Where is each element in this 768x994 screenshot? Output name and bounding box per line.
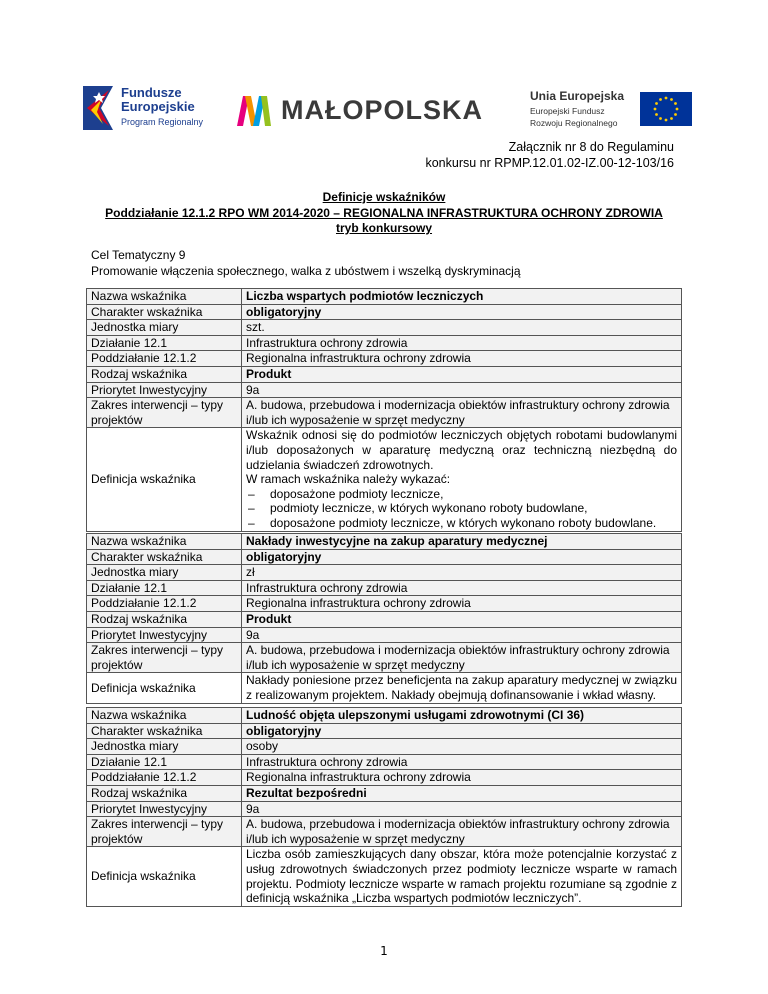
label-name: Nazwa wskaźnika (87, 534, 242, 550)
table-row (87, 723, 682, 739)
title-line3: tryb konkursowy (335, 221, 433, 235)
label-definition: Definicja wskaźnika (87, 428, 242, 531)
table-row (87, 351, 682, 367)
indicator-table-1 (86, 288, 682, 532)
label-priority: Priorytet Inwestycyjny (87, 801, 242, 817)
table-row (87, 534, 682, 550)
table-row (87, 320, 682, 336)
definition-text-2: Podmioty lecznicze wsparte w ramach projektu rozumiane są zgodnie z definicją wskaźnika „Liczba wspartych podmiotów leczniczych”. (246, 876, 677, 906)
indicator-table-3 (86, 707, 682, 907)
indicator-action: Infrastruktura ochrony zdrowia (242, 580, 682, 596)
table-row (87, 382, 682, 398)
indicator-name: Nakłady inwestycyjne na zakup aparatury medycznej (242, 534, 682, 550)
table-row (87, 428, 682, 531)
indicator-definition: Nakłady poniesione przez beneficjenta na zakup aparatury medycznej w związku z realizowanym projektem. Nakłady obejmują dofinansowanie i wkład własny. (242, 673, 682, 703)
thematic-goal (91, 247, 521, 279)
label-priority: Priorytet Inwestycyjny (87, 627, 242, 643)
indicator-priority: 9a (242, 627, 682, 643)
label-subaction: Poddziałanie 12.1.2 (87, 770, 242, 786)
table-row (87, 580, 682, 596)
goal-line2: Promowanie włączenia społecznego, walka z ubóstwem i wszelką dyskryminacją (91, 264, 521, 278)
label-name: Nazwa wskaźnika (87, 289, 242, 305)
table-row (87, 785, 682, 801)
label-character: Charakter wskaźnika (87, 723, 242, 739)
indicator-unit: szt. (242, 320, 682, 336)
indicator-character: obligatoryjny (242, 549, 682, 565)
label-unit: Jednostka miary (87, 565, 242, 581)
definition-bullet: – doposażone podmioty lecznicze, w których wykonano roboty budowlane. (246, 516, 677, 531)
ue-logo-line3: Rozwoju Regionalnego (530, 118, 618, 128)
table-row (87, 770, 682, 786)
fundusze-europejskie-logo (83, 84, 233, 132)
document-title (0, 190, 768, 237)
indicator-subaction: Regionalna infrastruktura ochrony zdrowia (242, 351, 682, 367)
indicator-unit: zł (242, 565, 682, 581)
table-row (87, 549, 682, 565)
fe-logo-line2: Europejskie (121, 99, 195, 114)
label-action: Działanie 12.1 (87, 754, 242, 770)
indicator-priority: 9a (242, 801, 682, 817)
table-row (87, 801, 682, 817)
fe-logo-line1: Fundusze (121, 85, 182, 100)
indicator-subaction: Regionalna infrastruktura ochrony zdrowia (242, 596, 682, 612)
table-row (87, 673, 682, 703)
indicator-action: Infrastruktura ochrony zdrowia (242, 754, 682, 770)
indicator-table-2 (86, 533, 682, 704)
annex-line2: konkursu nr RPMP.12.01.02-IZ.00-12-103/16 (425, 156, 674, 170)
indicator-character: obligatoryjny (242, 723, 682, 739)
label-definition: Definicja wskaźnika (87, 673, 242, 703)
page-number: 1 (380, 944, 388, 958)
annex-line1: Załącznik nr 8 do Regulaminu (508, 140, 674, 154)
table-row (87, 596, 682, 612)
label-character: Charakter wskaźnika (87, 549, 242, 565)
indicator-character: obligatoryjny (242, 304, 682, 320)
table-row (87, 754, 682, 770)
goal-line1: Cel Tematyczny 9 (91, 248, 186, 262)
table-row (87, 366, 682, 382)
indicator-scope: A. budowa, przebudowa i modernizacja obiektów infrastruktury ochrony zdrowia i/lub ich wyposażenie w sprzęt medyczny (242, 398, 682, 428)
label-scope: Zakres interwencji – typy projektów (87, 643, 242, 673)
fundusze-europejskie-flag-icon (83, 86, 115, 130)
definition-bullet: – podmioty lecznicze, w których wykonano roboty budowlane, (246, 501, 677, 516)
table-row (87, 847, 682, 906)
label-subaction: Poddziałanie 12.1.2 (87, 351, 242, 367)
indicator-unit: osoby (242, 739, 682, 755)
eu-flag-icon (640, 92, 692, 126)
ue-logo-line2: Europejski Fundusz (530, 106, 605, 116)
definition-bullet: – doposażone podmioty lecznicze, (246, 487, 677, 502)
indicator-scope: A. budowa, przebudowa i modernizacja obiektów infrastruktury ochrony zdrowia i/lub ich wyposażenie w sprzęt medyczny (242, 817, 682, 847)
table-row (87, 611, 682, 627)
table-row (87, 739, 682, 755)
label-type: Rodzaj wskaźnika (87, 611, 242, 627)
label-type: Rodzaj wskaźnika (87, 785, 242, 801)
label-definition: Definicja wskaźnika (87, 847, 242, 906)
table-row (87, 627, 682, 643)
label-unit: Jednostka miary (87, 320, 242, 336)
table-row (87, 304, 682, 320)
label-action: Działanie 12.1 (87, 335, 242, 351)
label-scope: Zakres interwencji – typy projektów (87, 398, 242, 428)
indicator-name: Ludność objęta ulepszonymi usługami zdrowotnymi (CI 36) (242, 708, 682, 724)
indicator-subaction: Regionalna infrastruktura ochrony zdrowia (242, 770, 682, 786)
indicator-action: Infrastruktura ochrony zdrowia (242, 335, 682, 351)
table-row (87, 398, 682, 428)
indicator-type: Produkt (242, 611, 682, 627)
label-unit: Jednostka miary (87, 739, 242, 755)
table-row (87, 335, 682, 351)
label-name: Nazwa wskaźnika (87, 708, 242, 724)
annex-note (425, 139, 674, 171)
ue-logo-line1: Unia Europejska (530, 89, 625, 103)
label-priority: Priorytet Inwestycyjny (87, 382, 242, 398)
malopolska-wordmark: MAŁOPOLSKA (281, 95, 483, 125)
definition-text: Wskaźnik odnosi się do podmiotów leczniczych objętych robotami budowlanymi i/lub doposażonych w aparaturę medyczną oraz techniczną niezbędną do udzielania świadczeń zdrowotnych. (246, 428, 677, 472)
indicator-scope: A. budowa, przebudowa i modernizacja obiektów infrastruktury ochrony zdrowia i/lub ich wyposażenie w sprzęt medyczny (242, 643, 682, 673)
table-row (87, 643, 682, 673)
label-subaction: Poddziałanie 12.1.2 (87, 596, 242, 612)
indicator-type: Produkt (242, 366, 682, 382)
malopolska-logo (235, 92, 500, 132)
title-line2: Poddziałanie 12.1.2 RPO WM 2014-2020 – REGIONALNA INFRASTRUKTURA OCHRONY ZDROWIA (105, 205, 663, 220)
indicator-definition (242, 428, 682, 531)
indicator-priority: 9a (242, 382, 682, 398)
unia-europejska-logo (530, 88, 700, 132)
malopolska-mark-icon (235, 92, 271, 128)
logo-bar (0, 84, 768, 134)
indicator-type: Rezultat bezpośredni (242, 785, 682, 801)
indicator-definition (242, 847, 682, 906)
label-scope: Zakres interwencji – typy projektów (87, 817, 242, 847)
table-row (87, 289, 682, 305)
fe-logo-line3: Program Regionalny (121, 117, 204, 127)
label-action: Działanie 12.1 (87, 580, 242, 596)
label-character: Charakter wskaźnika (87, 304, 242, 320)
indicator-name: Liczba wspartych podmiotów leczniczych (242, 289, 682, 305)
title-line1: Definicje wskaźników (322, 190, 446, 204)
definition-text: Liczba osób zamieszkujących dany obszar, która może potencjalnie korzystać z usług zdrowotnych świadczonych przez podmioty lecznicze wsparte w ramach projektu. (246, 847, 677, 891)
table-row (87, 708, 682, 724)
table-row (87, 565, 682, 581)
table-row (87, 817, 682, 847)
label-type: Rodzaj wskaźnika (87, 366, 242, 382)
definition-text-2: W ramach wskaźnika należy wykazać: (246, 472, 451, 487)
